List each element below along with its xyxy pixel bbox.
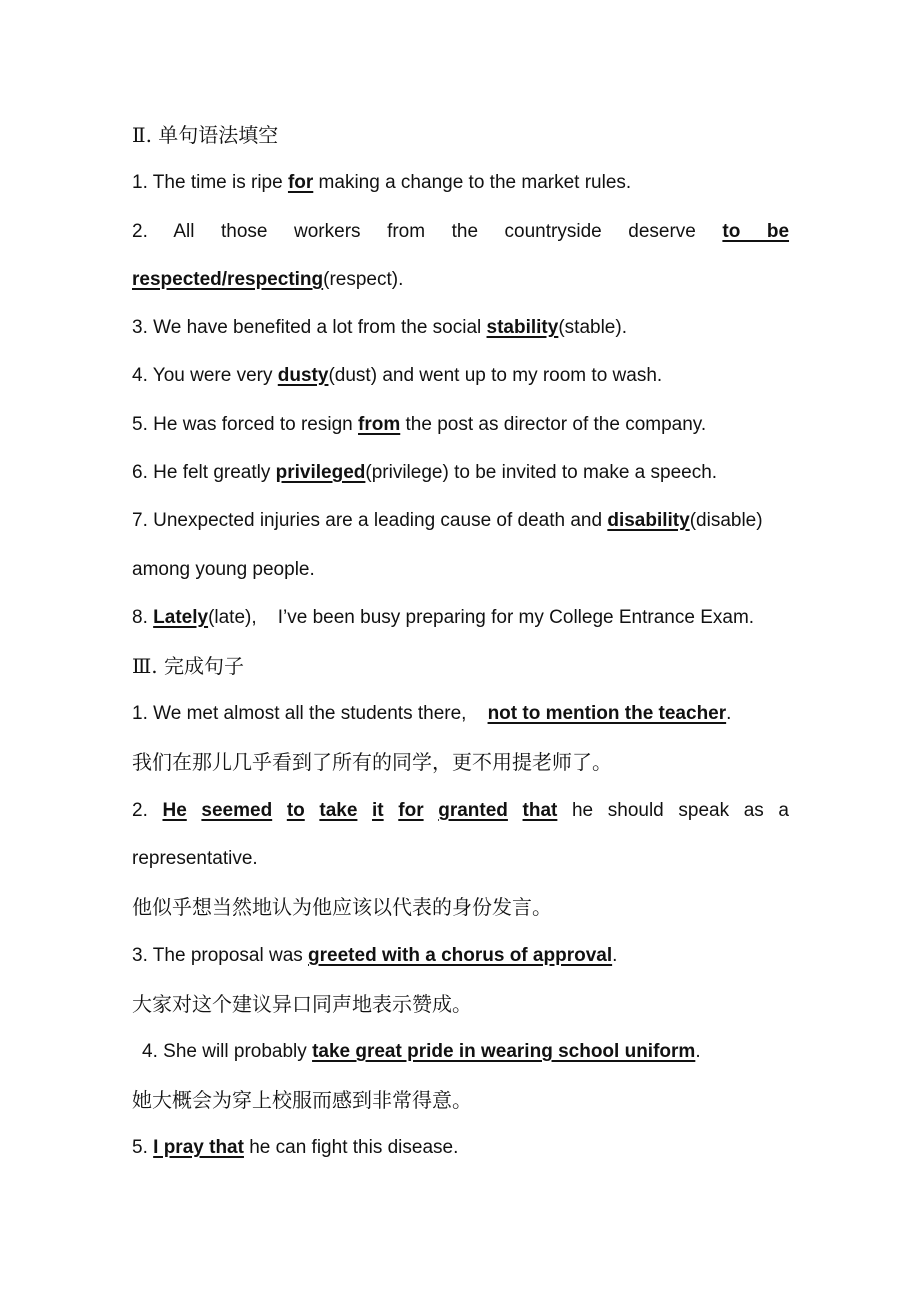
chinese-translation: 我们在那儿几乎看到了所有的同学，更不用提老师了。 [132,750,612,774]
item-number: 4. [132,365,148,386]
answer-blank: it [372,800,384,821]
grammar-item-3 [132,313,789,343]
item-text: He felt greatly [153,462,276,483]
answer-blank: privileged [275,462,366,483]
item-word: those [221,221,268,242]
answer-blank: disability [607,510,690,531]
item-word: from [387,221,426,242]
sentence-item-2-continued [132,844,789,874]
answer-blank: seemed [201,800,273,821]
item-text: The time is ripe [152,172,288,193]
item-word: workers [294,221,361,242]
grammar-item-6 [132,458,789,488]
item-text: he can fight this disease. [243,1137,459,1158]
item-word: deserve [628,221,696,242]
grammar-item-4 [132,361,789,391]
answer-blank: for [398,800,424,821]
item-text: . [612,945,618,966]
answer-blank: stability [486,317,559,338]
item-word: he [571,800,594,821]
sentence-item-2 [132,796,789,826]
grammar-item-7 [132,506,789,536]
item-text: among young people. [132,559,315,580]
item-word: a [778,800,789,821]
item-word: All [173,221,195,242]
answer-blank: granted [438,800,508,821]
item-word: countryside [504,221,602,242]
grammar-item-2-continued [132,265,789,295]
item-text: the post as director of the company. [400,414,707,435]
item-text: . [695,1041,701,1062]
item-text: (disable) [689,510,763,531]
item-number: 2. [132,221,148,242]
item-text: (dust) and went up to my room to wash. [328,365,663,386]
item-text: (privilege) to be invited to make a speech. [365,462,718,483]
grammar-item-2 [132,217,789,247]
grammar-item-8 [132,603,789,633]
chinese-translation: 大家对这个建议异口同声地表示赞成。 [132,992,472,1016]
answer-blank: greeted with a chorus of approval [308,945,613,966]
item-number: 2. [132,800,148,821]
item-number: 7. [132,510,148,531]
item-word: speak [678,800,730,821]
answer-blank: from [358,414,401,435]
item-word: as [743,800,764,821]
item-number: 8. [132,607,148,628]
item-text: He was forced to resign [153,414,359,435]
item-number: 5. [132,414,148,435]
answer-blank: take great pride in wearing school uniform [312,1041,696,1062]
item-word: should [607,800,664,821]
item-text: (late), I’ve been busy preparing for my College Entrance Exam. [208,607,755,628]
chinese-translation: 他似乎想当然地认为他应该以代表的身份发言。 [132,895,552,919]
section-heading-text: Ⅲ. 完成句子 [132,654,245,678]
section-heading-complete-sentences [132,651,789,681]
sentence-4-chinese [132,1085,789,1115]
sentence-item-5 [132,1133,789,1163]
sentence-2-chinese [132,892,789,922]
item-number: 1. [132,703,148,724]
sentence-3-chinese [132,989,789,1019]
item-number: 3. [132,945,148,966]
item-text: You were very [152,365,278,386]
item-number: 6. [132,462,148,483]
chinese-translation: 她大概会为穿上校服而感到非常得意。 [132,1088,472,1112]
item-text: making a change to the market rules. [313,172,632,193]
item-text: representative. [132,848,258,869]
answer-blank: for [287,172,314,193]
grammar-item-1 [132,168,789,198]
sentence-1-chinese [132,747,789,777]
item-text: We met almost all the students there, [153,703,488,724]
answer-blank: not to mention the teacher [487,703,727,724]
item-text: . [726,703,732,724]
item-text: She will probably [163,1041,313,1062]
item-text: The proposal was [152,945,309,966]
item-number: 5. [132,1137,148,1158]
sentence-item-1 [132,699,789,729]
item-text: (respect). [323,269,404,290]
item-text: Unexpected injuries are a leading cause of death and [153,510,608,531]
section-heading-grammar-fill [132,120,789,150]
answer-blank: take [319,800,358,821]
sentence-item-3 [132,941,789,971]
item-text: We have benefited a lot from the social [153,317,487,338]
item-number: 4. [142,1041,158,1062]
answer-blank: that [522,800,558,821]
answer-blank: to be [722,221,790,242]
answer-blank: respected/respecting [132,269,324,290]
item-word: the [451,221,479,242]
answer-blank: Lately [153,607,209,628]
item-text: (stable). [558,317,627,338]
item-number: 1. [132,172,148,193]
answer-blank: I pray that [153,1137,244,1158]
grammar-item-7-continued [132,555,789,585]
section-heading-text: Ⅱ. 单句语法填空 [132,123,279,147]
answer-blank: to [286,800,305,821]
sentence-item-4 [142,1037,799,1067]
answer-blank: dusty [277,365,329,386]
grammar-item-5 [132,410,789,440]
item-number: 3. [132,317,148,338]
answer-blank: He [162,800,187,821]
